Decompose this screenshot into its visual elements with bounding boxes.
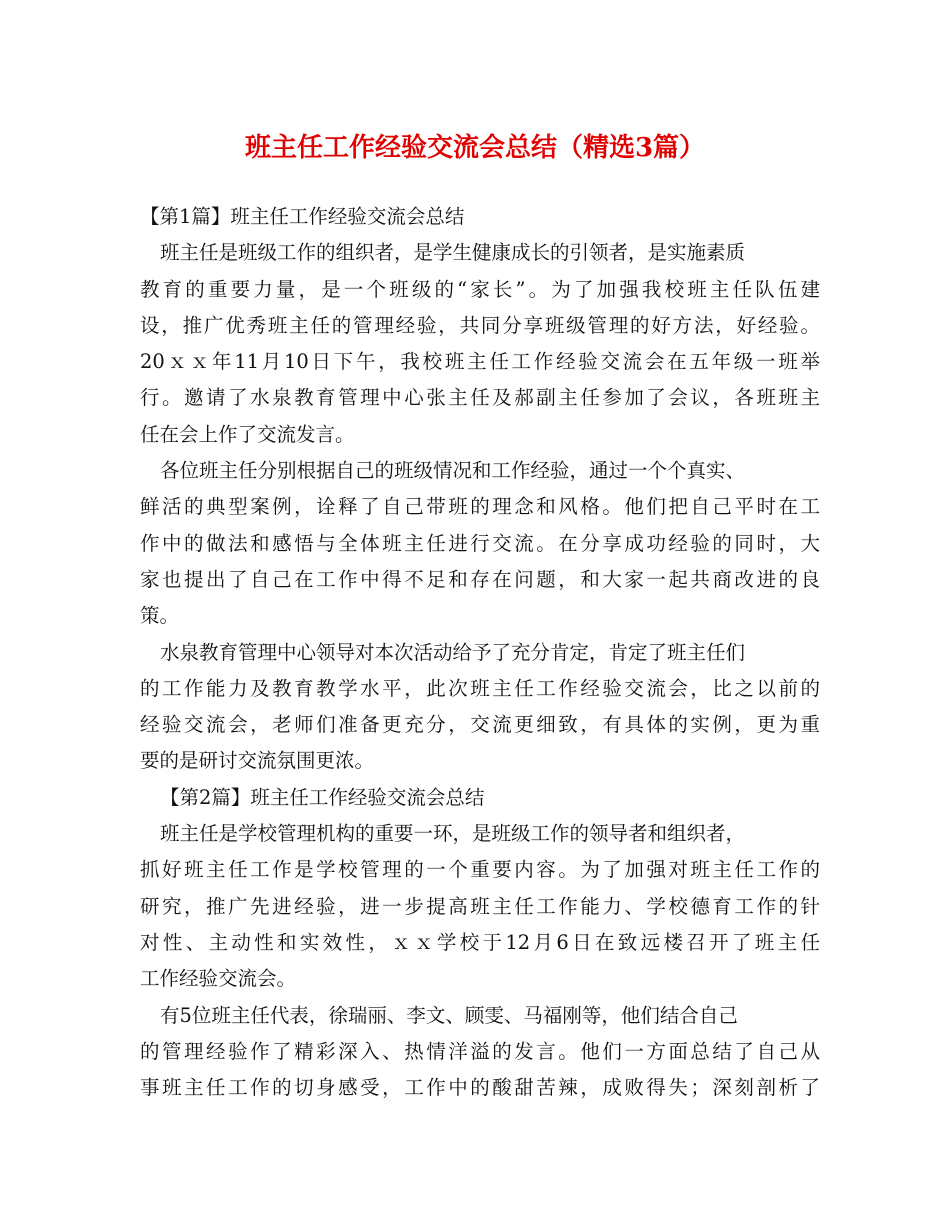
body-line: 策。 <box>140 604 180 628</box>
body-line: 对性、主动性和实效性，ｘｘ学校于12月6日在致远楼召开了班主任 <box>140 930 820 954</box>
body-line: 【第2篇】班主任工作经验交流会总结 <box>160 785 485 809</box>
body-line: 20ｘｘ年11月10日下午，我校班主任工作经验交流会在五年级一班举 <box>140 350 820 374</box>
body-line: 班主任是学校管理机构的重要一环，是班级工作的领导者和组织者， <box>160 822 746 846</box>
body-line: 【第1篇】班主任工作经验交流会总结 <box>140 205 465 228</box>
body-line: 教育的重要力量，是一个班级的“家长”。为了加强我校班主任队伍建 <box>140 277 820 301</box>
body-line: 的管理经验作了精彩深入、热情洋溢的发言。他们一方面总结了自己从 <box>140 1039 820 1063</box>
body-line: 各位班主任分别根据自己的班级情况和工作经验，通过一个个真实、 <box>160 459 746 483</box>
body-line: 的工作能力及教育教学水平，此次班主任工作经验交流会，比之以前的 <box>140 676 820 700</box>
body-line: 水泉教育管理中心领导对本次活动给予了充分肯定，肯定了班主任们 <box>160 640 746 664</box>
document-title: 班主任工作经验交流会总结（精选3篇） <box>244 133 706 163</box>
body-line: 要的是研讨交流氛围更浓。 <box>140 749 375 773</box>
body-line: 行。邀请了水泉教育管理中心张主任及郝副主任参加了会议，各班班主 <box>140 386 820 410</box>
body-line: 鲜活的典型案例，诠释了自己带班的理念和风格。他们把自己平时在工 <box>140 495 820 519</box>
body-line: 作中的做法和感悟与全体班主任进行交流。在分享成功经验的同时，大 <box>140 531 820 555</box>
body-line: 工作经验交流会。 <box>140 967 297 991</box>
body-line: 任在会上作了交流发言。 <box>140 422 355 446</box>
document-body <box>140 199 820 1106</box>
body-line: 家也提出了自己在工作中得不足和存在问题，和大家一起共商改进的良 <box>140 567 820 591</box>
body-line: 事班主任工作的切身感受，工作中的酸甜苦辣，成败得失；深刻剖析了 <box>140 1076 820 1100</box>
body-line: 研究，推广先进经验，进一步提高班主任工作能力、学校德育工作的针 <box>140 894 820 918</box>
body-line: 有5位班主任代表，徐瑞丽、李文、顾雯、马福刚等，他们结合自己 <box>160 1003 738 1027</box>
body-line: 抓好班主任工作是学校管理的一个重要内容。为了加强对班主任工作的 <box>140 858 820 882</box>
body-line: 经验交流会，老师们准备更充分，交流更细致，有具体的实例，更为重 <box>140 713 820 737</box>
body-line: 班主任是班级工作的组织者，是学生健康成长的引领者，是实施素质 <box>160 241 746 265</box>
body-line: 设，推广优秀班主任的管理经验，共同分享班级管理的好方法，好经验。 <box>140 313 820 337</box>
